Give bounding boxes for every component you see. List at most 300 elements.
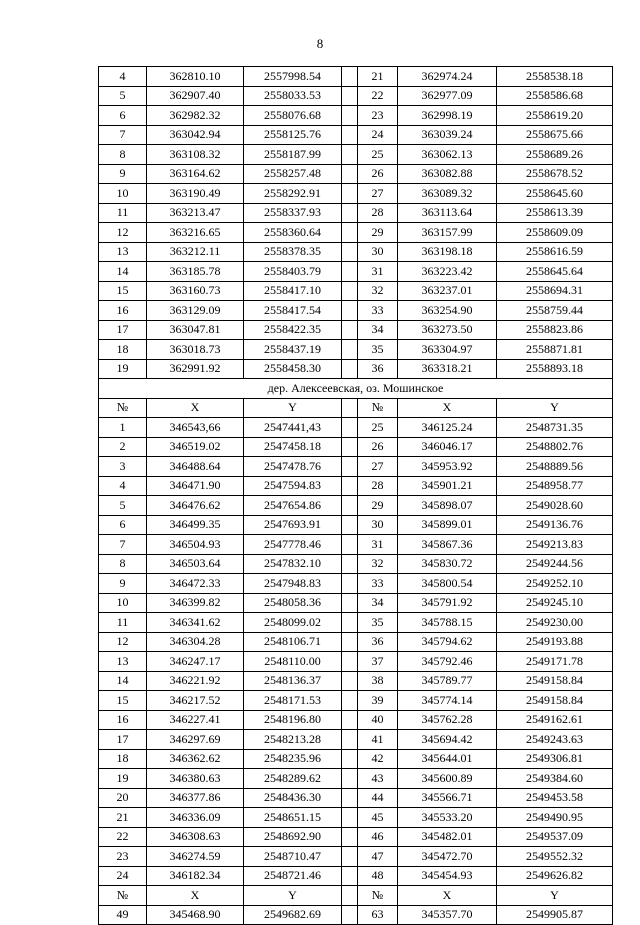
point-number-cell: 10 <box>99 184 147 204</box>
x-coordinate-cell: 345792.46 <box>398 652 497 672</box>
column-gap <box>342 86 358 106</box>
point-number-cell: 40 <box>358 710 398 730</box>
x-coordinate-cell: 346362.62 <box>147 749 244 769</box>
x-coordinate-cell: 345533.20 <box>398 808 497 828</box>
point-number-cell: 4 <box>99 476 147 496</box>
y-coordinate-cell: 2558759.44 <box>497 301 613 321</box>
x-coordinate-cell: 345899.01 <box>398 515 497 535</box>
point-number-cell: 23 <box>99 847 147 867</box>
x-coordinate-cell: 345600.89 <box>398 769 497 789</box>
point-number-cell: 46 <box>358 827 398 847</box>
y-coordinate-cell: 2549626.82 <box>497 866 613 886</box>
point-number-cell: 18 <box>99 749 147 769</box>
point-number-cell: 38 <box>358 671 398 691</box>
point-number-cell: 8 <box>99 145 147 165</box>
table-row <box>99 613 613 633</box>
coordinates-table <box>98 66 613 925</box>
y-coordinate-cell: 2548213.28 <box>244 730 342 750</box>
point-number-cell: 29 <box>358 496 398 516</box>
x-coordinate-cell: 346476.62 <box>147 496 244 516</box>
column-gap <box>342 418 358 438</box>
point-number-cell: 9 <box>99 164 147 184</box>
column-gap <box>342 535 358 555</box>
x-coordinate-cell: 363216.65 <box>147 223 244 243</box>
point-number-cell: 30 <box>358 515 398 535</box>
column-gap <box>342 827 358 847</box>
x-coordinate-cell: 345867.36 <box>398 535 497 555</box>
point-number-cell: 4 <box>99 67 147 87</box>
point-number-cell: 11 <box>99 613 147 633</box>
column-gap <box>342 691 358 711</box>
x-coordinate-cell: 345830.72 <box>398 554 497 574</box>
x-coordinate-cell: 346297.69 <box>147 730 244 750</box>
y-coordinate-cell: 2558125.76 <box>244 125 342 145</box>
y-coordinate-cell: 2558538.18 <box>497 67 613 87</box>
y-coordinate-cell: 2558619.20 <box>497 106 613 126</box>
table-row <box>99 262 613 282</box>
x-coordinate-cell: 363039.24 <box>398 125 497 145</box>
table-row <box>99 691 613 711</box>
x-coordinate-cell: 363062.13 <box>398 145 497 165</box>
x-coordinate-cell: 346274.59 <box>147 847 244 867</box>
point-number-cell: 39 <box>358 691 398 711</box>
table-row <box>99 632 613 652</box>
table-row <box>99 145 613 165</box>
header-x-cell: X <box>398 886 497 906</box>
point-number-cell: 7 <box>99 125 147 145</box>
x-coordinate-cell: 346472.33 <box>147 574 244 594</box>
x-coordinate-cell: 362982.32 <box>147 106 244 126</box>
table-row <box>99 340 613 360</box>
point-number-cell: 36 <box>358 359 398 379</box>
point-number-cell: 35 <box>358 613 398 633</box>
y-coordinate-cell: 2558257.48 <box>244 164 342 184</box>
column-gap <box>342 203 358 223</box>
y-coordinate-cell: 2548802.76 <box>497 437 613 457</box>
x-coordinate-cell: 345898.07 <box>398 496 497 516</box>
y-coordinate-cell: 2547654.86 <box>244 496 342 516</box>
point-number-cell: 5 <box>99 496 147 516</box>
x-coordinate-cell: 363089.32 <box>398 184 497 204</box>
y-coordinate-cell: 2548110.00 <box>244 652 342 672</box>
y-coordinate-cell: 2558694.31 <box>497 281 613 301</box>
table-row <box>99 749 613 769</box>
header-y-cell: Y <box>244 398 342 418</box>
y-coordinate-cell: 2547948.83 <box>244 574 342 594</box>
y-coordinate-cell: 2558422.35 <box>244 320 342 340</box>
y-coordinate-cell: 2558403.79 <box>244 262 342 282</box>
point-number-cell: 13 <box>99 652 147 672</box>
x-coordinate-cell: 345468.90 <box>147 905 244 925</box>
table-row <box>99 457 613 477</box>
column-gap <box>342 164 358 184</box>
y-coordinate-cell: 2548958.77 <box>497 476 613 496</box>
table-row <box>99 125 613 145</box>
column-gap <box>342 145 358 165</box>
table-row <box>99 652 613 672</box>
x-coordinate-cell: 346247.17 <box>147 652 244 672</box>
point-number-cell: 2 <box>99 437 147 457</box>
header-number-cell: № <box>99 398 147 418</box>
y-coordinate-cell: 2547693.91 <box>244 515 342 535</box>
y-coordinate-cell: 2548710.47 <box>244 847 342 867</box>
y-coordinate-cell: 2549171.78 <box>497 652 613 672</box>
point-number-cell: 14 <box>99 262 147 282</box>
x-coordinate-cell: 363164.62 <box>147 164 244 184</box>
y-coordinate-cell: 2547832.10 <box>244 554 342 574</box>
point-number-cell: 34 <box>358 593 398 613</box>
y-coordinate-cell: 2558378.35 <box>244 242 342 262</box>
table-row <box>99 184 613 204</box>
table-row <box>99 671 613 691</box>
point-number-cell: 33 <box>358 574 398 594</box>
x-coordinate-cell: 346377.86 <box>147 788 244 808</box>
column-gap <box>342 340 358 360</box>
x-coordinate-cell: 346308.63 <box>147 827 244 847</box>
column-gap <box>342 281 358 301</box>
table-row <box>99 67 613 87</box>
y-coordinate-cell: 2549682.69 <box>244 905 342 925</box>
x-coordinate-cell: 346221.92 <box>147 671 244 691</box>
point-number-cell: 7 <box>99 535 147 555</box>
table-row <box>99 554 613 574</box>
y-coordinate-cell: 2549136.76 <box>497 515 613 535</box>
y-coordinate-cell: 2548106.71 <box>244 632 342 652</box>
point-number-cell: 13 <box>99 242 147 262</box>
y-coordinate-cell: 2549162.61 <box>497 710 613 730</box>
column-gap <box>342 632 358 652</box>
column-gap <box>342 398 358 418</box>
x-coordinate-cell: 362998.19 <box>398 106 497 126</box>
y-coordinate-cell: 2547478.76 <box>244 457 342 477</box>
point-number-cell: 63 <box>358 905 398 925</box>
point-number-cell: 47 <box>358 847 398 867</box>
y-coordinate-cell: 2558417.10 <box>244 281 342 301</box>
x-coordinate-cell: 346503.64 <box>147 554 244 574</box>
x-coordinate-cell: 345472.70 <box>398 847 497 867</box>
point-number-cell: 35 <box>358 340 398 360</box>
x-coordinate-cell: 345454.93 <box>398 866 497 886</box>
y-coordinate-cell: 2558871.81 <box>497 340 613 360</box>
x-coordinate-cell: 346125.24 <box>398 418 497 438</box>
table-row <box>99 515 613 535</box>
table-row <box>99 320 613 340</box>
table-row <box>99 164 613 184</box>
x-coordinate-cell: 346504.93 <box>147 535 244 555</box>
y-coordinate-cell: 2548692.90 <box>244 827 342 847</box>
header-number-cell: № <box>99 886 147 906</box>
y-coordinate-cell: 2558337.93 <box>244 203 342 223</box>
column-gap <box>342 847 358 867</box>
point-number-cell: 27 <box>358 457 398 477</box>
table-row <box>99 827 613 847</box>
column-gap <box>342 554 358 574</box>
table-row <box>99 788 613 808</box>
point-number-cell: 31 <box>358 262 398 282</box>
x-coordinate-cell: 363212.11 <box>147 242 244 262</box>
column-gap <box>342 749 358 769</box>
x-coordinate-cell: 345788.15 <box>398 613 497 633</box>
column-gap <box>342 496 358 516</box>
point-number-cell: 25 <box>358 145 398 165</box>
y-coordinate-cell: 2547778.46 <box>244 535 342 555</box>
column-gap <box>342 223 358 243</box>
y-coordinate-cell: 2549384.60 <box>497 769 613 789</box>
point-number-cell: 12 <box>99 632 147 652</box>
point-number-cell: 34 <box>358 320 398 340</box>
header-x-cell: X <box>147 886 244 906</box>
column-gap <box>342 320 358 340</box>
column-gap <box>342 359 358 379</box>
y-coordinate-cell: 2549905.87 <box>497 905 613 925</box>
column-gap <box>342 652 358 672</box>
y-coordinate-cell: 2558893.18 <box>497 359 613 379</box>
table-row <box>99 847 613 867</box>
point-number-cell: 8 <box>99 554 147 574</box>
y-coordinate-cell: 2549244.56 <box>497 554 613 574</box>
table-header-row <box>99 398 613 418</box>
point-number-cell: 27 <box>358 184 398 204</box>
point-number-cell: 18 <box>99 340 147 360</box>
x-coordinate-cell: 363198.18 <box>398 242 497 262</box>
table-row <box>99 535 613 555</box>
point-number-cell: 43 <box>358 769 398 789</box>
column-gap <box>342 574 358 594</box>
x-coordinate-cell: 345794.62 <box>398 632 497 652</box>
column-gap <box>342 808 358 828</box>
point-number-cell: 24 <box>358 125 398 145</box>
x-coordinate-cell: 363129.09 <box>147 301 244 321</box>
y-coordinate-cell: 2549490.95 <box>497 808 613 828</box>
point-number-cell: 37 <box>358 652 398 672</box>
x-coordinate-cell: 363082.88 <box>398 164 497 184</box>
y-coordinate-cell: 2549213.83 <box>497 535 613 555</box>
table-row <box>99 242 613 262</box>
point-number-cell: 29 <box>358 223 398 243</box>
y-coordinate-cell: 2549306.81 <box>497 749 613 769</box>
table-row <box>99 769 613 789</box>
y-coordinate-cell: 2548171.53 <box>244 691 342 711</box>
y-coordinate-cell: 2558417.54 <box>244 301 342 321</box>
column-gap <box>342 125 358 145</box>
column-gap <box>342 671 358 691</box>
table-row <box>99 593 613 613</box>
point-number-cell: 16 <box>99 301 147 321</box>
table-row <box>99 418 613 438</box>
header-y-cell: Y <box>244 886 342 906</box>
y-coordinate-cell: 2558675.66 <box>497 125 613 145</box>
point-number-cell: 30 <box>358 242 398 262</box>
point-number-cell: 17 <box>99 730 147 750</box>
x-coordinate-cell: 363185.78 <box>147 262 244 282</box>
point-number-cell: 19 <box>99 359 147 379</box>
x-coordinate-cell: 363018.73 <box>147 340 244 360</box>
y-coordinate-cell: 2558616.59 <box>497 242 613 262</box>
column-gap <box>342 515 358 535</box>
table-row <box>99 359 613 379</box>
x-coordinate-cell: 363273.50 <box>398 320 497 340</box>
y-coordinate-cell: 2548731.35 <box>497 418 613 438</box>
table-row <box>99 106 613 126</box>
x-coordinate-cell: 346471.90 <box>147 476 244 496</box>
point-number-cell: 32 <box>358 281 398 301</box>
point-number-cell: 11 <box>99 203 147 223</box>
y-coordinate-cell: 2558076.68 <box>244 106 342 126</box>
column-gap <box>342 437 358 457</box>
point-number-cell: 28 <box>358 203 398 223</box>
point-number-cell: 48 <box>358 866 398 886</box>
x-coordinate-cell: 363160.73 <box>147 281 244 301</box>
table-row <box>99 496 613 516</box>
column-gap <box>342 730 358 750</box>
coordinates-table-body <box>99 67 613 925</box>
point-number-cell: 26 <box>358 437 398 457</box>
x-coordinate-cell: 346227.41 <box>147 710 244 730</box>
x-coordinate-cell: 346217.52 <box>147 691 244 711</box>
x-coordinate-cell: 345566.71 <box>398 788 497 808</box>
point-number-cell: 26 <box>358 164 398 184</box>
y-coordinate-cell: 2558609.09 <box>497 223 613 243</box>
x-coordinate-cell: 345791.92 <box>398 593 497 613</box>
x-coordinate-cell: 363304.97 <box>398 340 497 360</box>
x-coordinate-cell: 346304.28 <box>147 632 244 652</box>
y-coordinate-cell: 2558645.64 <box>497 262 613 282</box>
x-coordinate-cell: 345644.01 <box>398 749 497 769</box>
column-gap <box>342 106 358 126</box>
column-gap <box>342 905 358 925</box>
point-number-cell: 41 <box>358 730 398 750</box>
x-coordinate-cell: 363237.01 <box>398 281 497 301</box>
table-row <box>99 86 613 106</box>
y-coordinate-cell: 2547458.18 <box>244 437 342 457</box>
x-coordinate-cell: 362907.40 <box>147 86 244 106</box>
table-row <box>99 808 613 828</box>
y-coordinate-cell: 2549230.00 <box>497 613 613 633</box>
x-coordinate-cell: 362974.24 <box>398 67 497 87</box>
x-coordinate-cell: 363318.21 <box>398 359 497 379</box>
x-coordinate-cell: 363254.90 <box>398 301 497 321</box>
y-coordinate-cell: 2558292.91 <box>244 184 342 204</box>
column-gap <box>342 184 358 204</box>
x-coordinate-cell: 346519.02 <box>147 437 244 457</box>
y-coordinate-cell: 2558458.30 <box>244 359 342 379</box>
point-number-cell: 3 <box>99 457 147 477</box>
x-coordinate-cell: 346499.35 <box>147 515 244 535</box>
point-number-cell: 21 <box>99 808 147 828</box>
y-coordinate-cell: 2548889.56 <box>497 457 613 477</box>
point-number-cell: 17 <box>99 320 147 340</box>
x-coordinate-cell: 363213.47 <box>147 203 244 223</box>
x-coordinate-cell: 345694.42 <box>398 730 497 750</box>
x-coordinate-cell: 362991.92 <box>147 359 244 379</box>
column-gap <box>342 301 358 321</box>
y-coordinate-cell: 2548651.15 <box>244 808 342 828</box>
column-gap <box>342 613 358 633</box>
point-number-cell: 33 <box>358 301 398 321</box>
x-coordinate-cell: 363223.42 <box>398 262 497 282</box>
table-row <box>99 281 613 301</box>
y-coordinate-cell: 2549028.60 <box>497 496 613 516</box>
y-coordinate-cell: 2548099.02 <box>244 613 342 633</box>
table-row <box>99 905 613 925</box>
column-gap <box>342 886 358 906</box>
y-coordinate-cell: 2558678.52 <box>497 164 613 184</box>
point-number-cell: 19 <box>99 769 147 789</box>
point-number-cell: 12 <box>99 223 147 243</box>
table-row <box>99 437 613 457</box>
column-gap <box>342 242 358 262</box>
x-coordinate-cell: 345953.92 <box>398 457 497 477</box>
x-coordinate-cell: 345901.21 <box>398 476 497 496</box>
point-number-cell: 44 <box>358 788 398 808</box>
point-number-cell: 45 <box>358 808 398 828</box>
x-coordinate-cell: 363157.99 <box>398 223 497 243</box>
y-coordinate-cell: 2547594.83 <box>244 476 342 496</box>
x-coordinate-cell: 363113.64 <box>398 203 497 223</box>
point-number-cell: 16 <box>99 710 147 730</box>
table-row <box>99 223 613 243</box>
point-number-cell: 10 <box>99 593 147 613</box>
x-coordinate-cell: 346046.17 <box>398 437 497 457</box>
x-coordinate-cell: 362977.09 <box>398 86 497 106</box>
column-gap <box>342 710 358 730</box>
x-coordinate-cell: 363047.81 <box>147 320 244 340</box>
header-number-cell: № <box>358 398 398 418</box>
header-y-cell: Y <box>497 886 613 906</box>
column-gap <box>342 769 358 789</box>
column-gap <box>342 67 358 87</box>
point-number-cell: 32 <box>358 554 398 574</box>
point-number-cell: 25 <box>358 418 398 438</box>
x-coordinate-cell: 346341.62 <box>147 613 244 633</box>
y-coordinate-cell: 2547441,43 <box>244 418 342 438</box>
y-coordinate-cell: 2549537.09 <box>497 827 613 847</box>
y-coordinate-cell: 2549252.10 <box>497 574 613 594</box>
y-coordinate-cell: 2558645.60 <box>497 184 613 204</box>
point-number-cell: 15 <box>99 281 147 301</box>
x-coordinate-cell: 346543,66 <box>147 418 244 438</box>
point-number-cell: 9 <box>99 574 147 594</box>
point-number-cell: 22 <box>358 86 398 106</box>
point-number-cell: 31 <box>358 535 398 555</box>
x-coordinate-cell: 362810.10 <box>147 67 244 87</box>
x-coordinate-cell: 345762.28 <box>398 710 497 730</box>
y-coordinate-cell: 2549552.32 <box>497 847 613 867</box>
y-coordinate-cell: 2548058.36 <box>244 593 342 613</box>
column-gap <box>342 866 358 886</box>
point-number-cell: 6 <box>99 515 147 535</box>
x-coordinate-cell: 346399.82 <box>147 593 244 613</box>
x-coordinate-cell: 345482.01 <box>398 827 497 847</box>
y-coordinate-cell: 2548235.96 <box>244 749 342 769</box>
column-gap <box>342 593 358 613</box>
table-row <box>99 301 613 321</box>
page-number: 8 <box>316 36 324 51</box>
point-number-cell: 23 <box>358 106 398 126</box>
y-coordinate-cell: 2549193.88 <box>497 632 613 652</box>
point-number-cell: 5 <box>99 86 147 106</box>
table-row <box>99 730 613 750</box>
point-number-cell: 49 <box>99 905 147 925</box>
y-coordinate-cell: 2548721.46 <box>244 866 342 886</box>
y-coordinate-cell: 2558360.64 <box>244 223 342 243</box>
x-coordinate-cell: 346380.63 <box>147 769 244 789</box>
column-gap <box>342 476 358 496</box>
table-header-row <box>99 886 613 906</box>
y-coordinate-cell: 2548196.80 <box>244 710 342 730</box>
point-number-cell: 42 <box>358 749 398 769</box>
y-coordinate-cell: 2549243.63 <box>497 730 613 750</box>
